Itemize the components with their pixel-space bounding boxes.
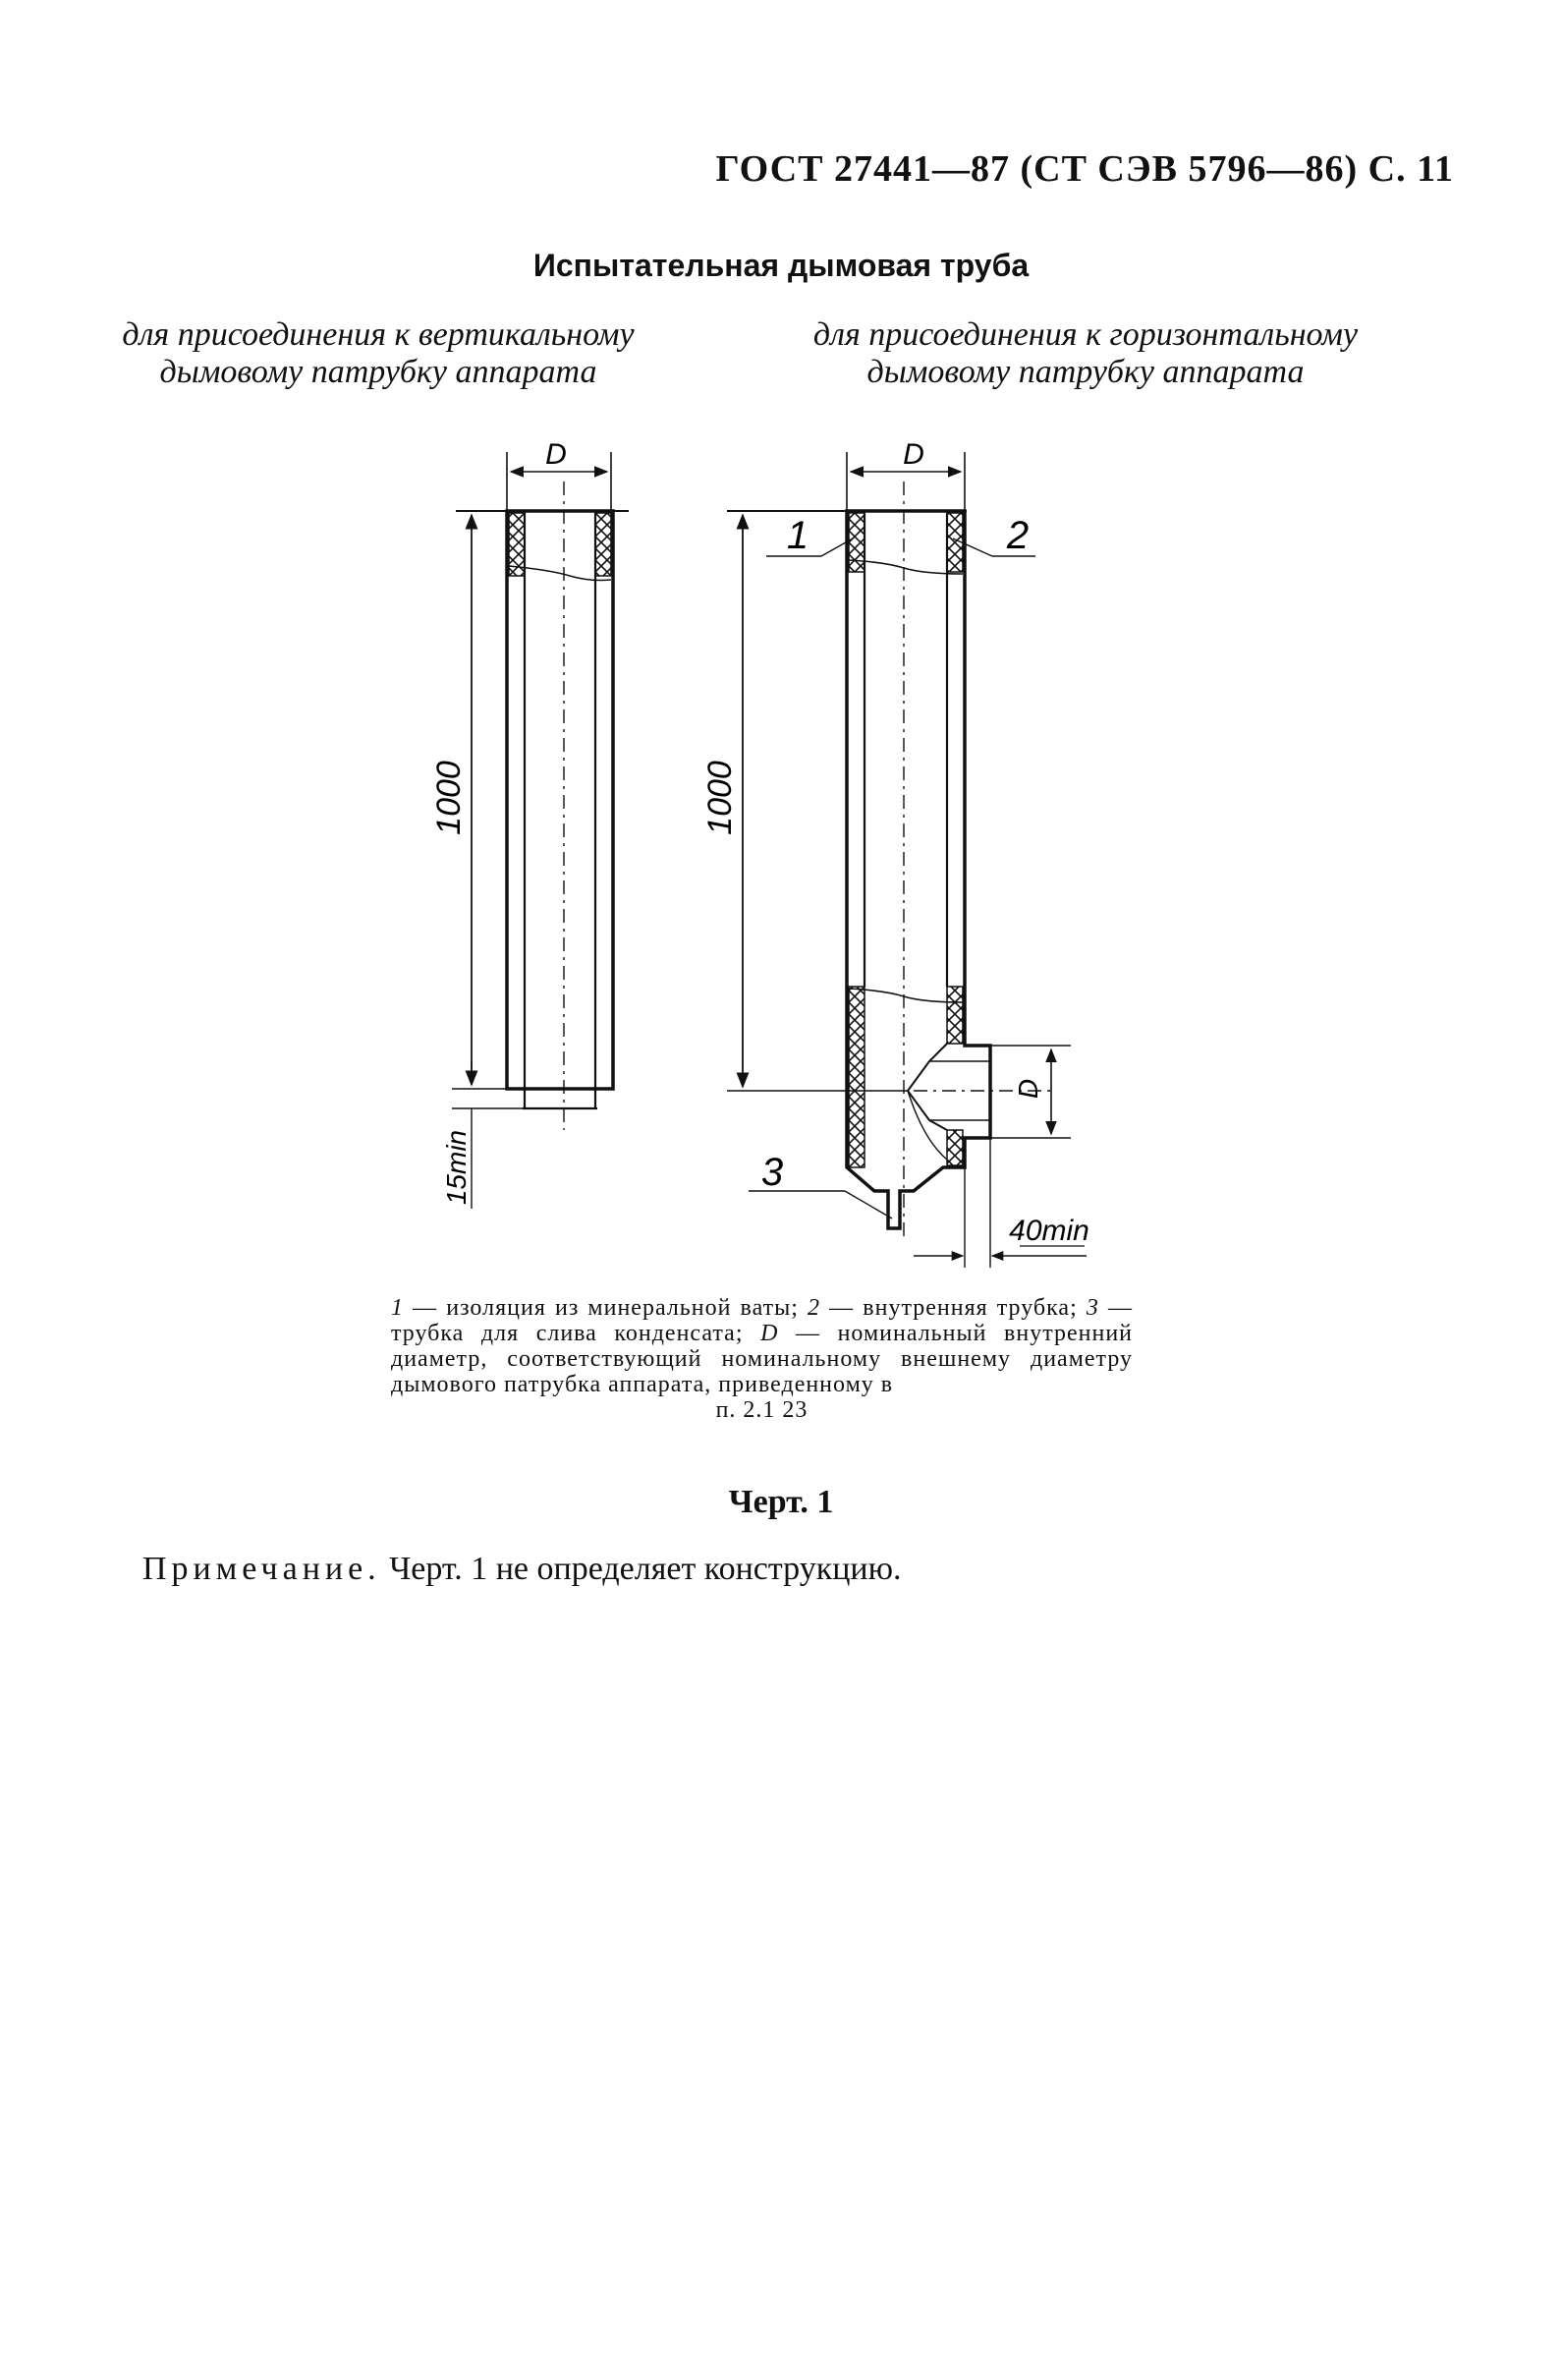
dim-1000-right: 1000 <box>701 761 739 835</box>
label-2: 2 <box>1006 514 1030 557</box>
dim-1000-left: 1000 <box>430 761 468 835</box>
drawing-title: Испытательная дымовая труба <box>532 248 1030 283</box>
label-1: 1 <box>786 514 809 557</box>
page-header: ГОСТ 27441—87 (СТ СЭВ 5796—86) С. 11 <box>715 148 1454 190</box>
legend-last-line: п. 2.1 23 <box>715 1397 809 1423</box>
caption-horizontal-line1: для присоединения к горизонтальному <box>812 316 1359 353</box>
figure-label: Черт. 1 <box>728 1484 834 1520</box>
dim-d-side: D <box>1013 1078 1043 1100</box>
legend-num-2: 2 <box>808 1295 821 1321</box>
note <box>142 1551 902 1588</box>
dim-d-left: D <box>545 438 567 471</box>
legend-num-d: D <box>760 1321 779 1346</box>
dim-15min: 15min <box>441 1129 472 1206</box>
caption-vertical-line2: дымовому патрубку аппарата <box>159 354 597 390</box>
note-label: Примечание. <box>142 1551 381 1587</box>
legend-body <box>391 1295 1133 1397</box>
dim-d-right: D <box>903 438 924 471</box>
drawing-legend <box>391 1295 1133 1423</box>
dim-40min: 40min <box>1009 1215 1089 1247</box>
legend-text-3: — трубка для слива конденсата; <box>391 1295 1133 1346</box>
note-text: Черт. 1 не определяет конструкцию. <box>380 1551 902 1587</box>
horizontal-connection-pipe <box>701 438 1089 1268</box>
legend-text-1: — изоляция из минеральной ваты; <box>404 1295 809 1321</box>
caption-vertical-line1: для присоединения к вертикальному <box>122 316 635 353</box>
legend-num-3: 3 <box>1086 1295 1099 1321</box>
legend-text-d: — номинальный внутренний диаметр, соответствующий номинальному внешнему диаметру дымового патрубка аппарата, приведенному в <box>391 1321 1134 1397</box>
caption-horizontal-line2: дымовому патрубку аппарата <box>866 354 1305 390</box>
legend-text-2: — внутренняя трубка; <box>820 1295 1087 1321</box>
legend-num-1: 1 <box>391 1295 404 1321</box>
label-3: 3 <box>760 1151 784 1194</box>
vertical-connection-pipe <box>430 438 629 1209</box>
